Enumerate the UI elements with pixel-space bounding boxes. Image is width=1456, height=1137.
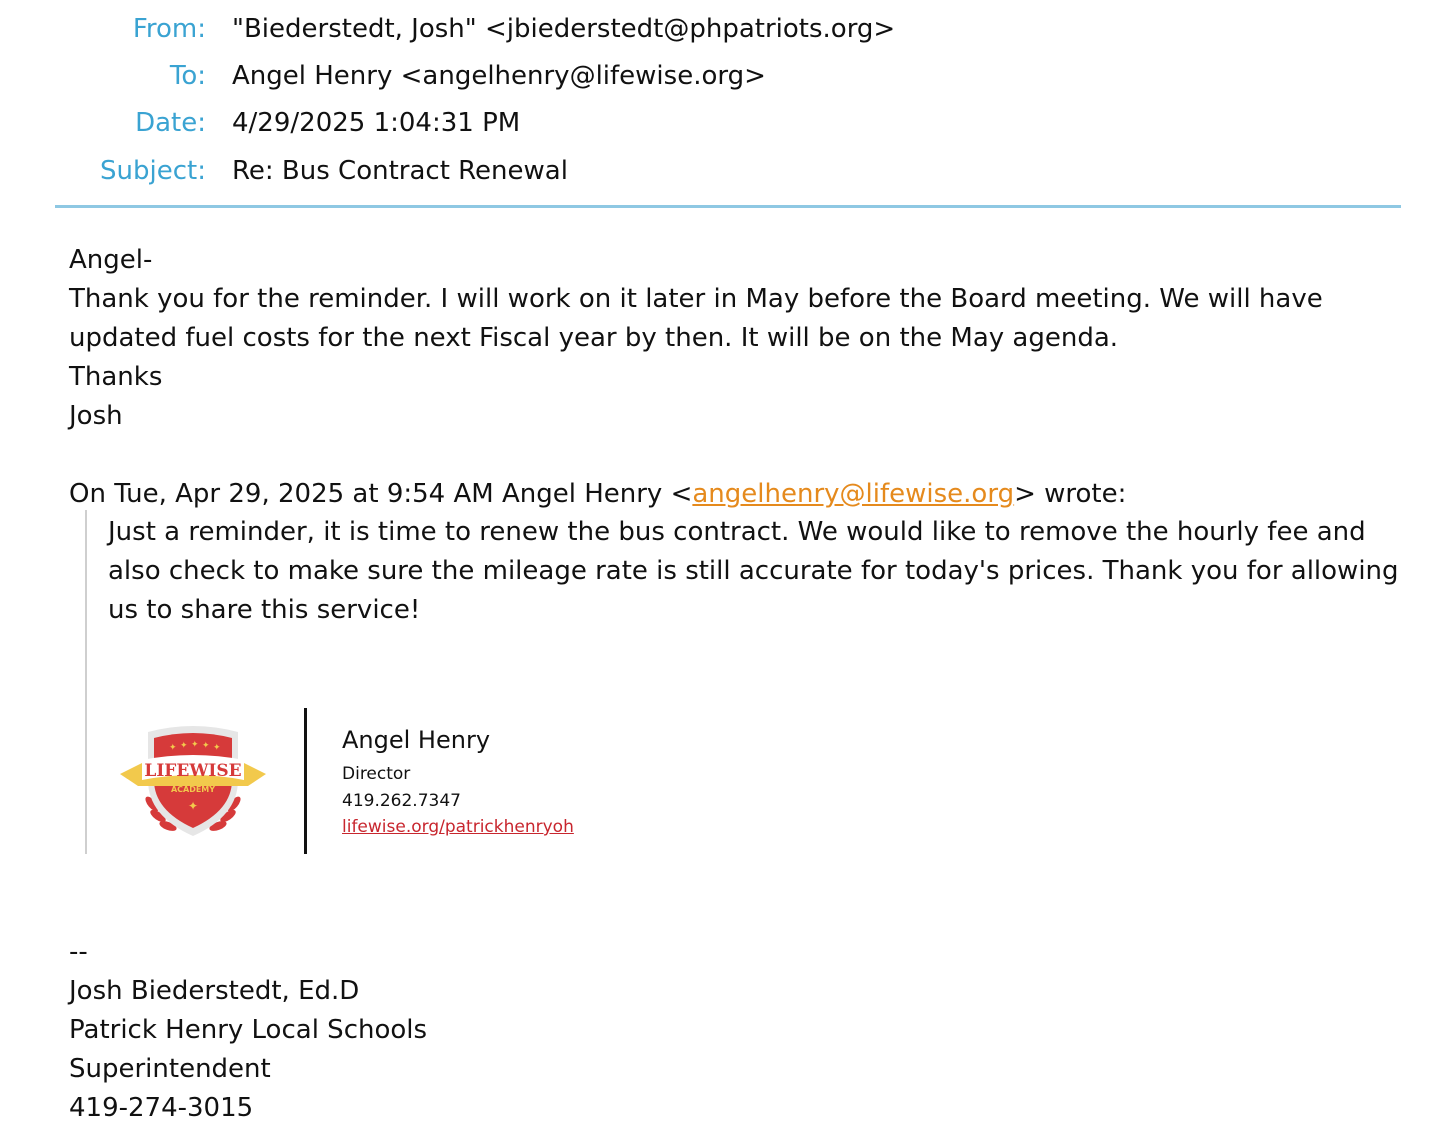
subject-label: Subject: — [100, 156, 206, 186]
from-label: From: — [132, 14, 206, 44]
quote-intro-suffix: > wrote: — [1014, 479, 1127, 509]
header-from-row — [0, 8, 1456, 48]
quoted-line: us to share this service! — [108, 595, 421, 625]
signature-separator: -- — [69, 937, 88, 967]
quote-bar — [85, 510, 87, 854]
to-value: Angel Henry <angelhenry@lifewise.org> — [232, 61, 766, 91]
quote-intro-prefix: On Tue, Apr 29, 2025 at 9:54 AM Angel Henry < — [69, 479, 693, 509]
header-divider — [55, 205, 1401, 208]
signature-divider — [304, 708, 307, 854]
quoted-line: Just a reminder, it is time to renew the bus contract. We would like to remove the hourly fee and — [108, 517, 1366, 547]
quoted-signature-title: Director — [342, 764, 411, 784]
quoted-line: also check to make sure the mileage rate is still accurate for today's prices. Thank you for allowing — [108, 556, 1399, 586]
to-label: To: — [169, 61, 206, 91]
logo-text-top: LIFEWISE — [144, 761, 242, 781]
signature-phone: 419-274-3015 — [69, 1093, 254, 1123]
date-value: 4/29/2025 1:04:31 PM — [232, 108, 521, 138]
lifewise-academy-logo — [118, 720, 268, 844]
sender-first-name: Josh — [69, 401, 123, 431]
date-label: Date: — [135, 108, 206, 138]
svg-text:✦: ✦ — [180, 741, 188, 751]
header-date-row — [0, 102, 1456, 142]
svg-text:✦: ✦ — [169, 743, 177, 753]
quoted-signature-website-link[interactable]: lifewise.org/patrickhenryoh — [342, 817, 574, 837]
header-subject-row — [0, 150, 1456, 190]
body-line: updated fuel costs for the next Fiscal year by then. It will be on the May agenda. — [69, 323, 1119, 353]
svg-text:✦: ✦ — [191, 740, 199, 750]
header-to-row — [0, 55, 1456, 95]
subject-value: Re: Bus Contract Renewal — [232, 156, 568, 186]
quoted-sender-email-link[interactable]: angelhenry@lifewise.org — [692, 479, 1015, 509]
closing-line: Thanks — [69, 362, 163, 392]
quote-intro — [69, 475, 1126, 514]
greeting-line: Angel- — [69, 245, 153, 275]
body-line: Thank you for the reminder. I will work on it later in May before the Board meeting. We will have — [69, 284, 1323, 314]
signature-organization: Patrick Henry Local Schools — [69, 1015, 428, 1045]
quoted-signature-name: Angel Henry — [342, 726, 491, 754]
svg-text:✦: ✦ — [187, 799, 199, 813]
svg-text:✦: ✦ — [202, 741, 210, 751]
from-value: "Biederstedt, Josh" <jbiederstedt@phpatriots.org> — [232, 14, 896, 44]
signature-title: Superintendent — [69, 1054, 271, 1084]
quoted-signature-phone: 419.262.7347 — [342, 791, 461, 811]
logo-text-bottom: ACADEMY — [170, 785, 216, 794]
quoted-message — [108, 513, 1399, 630]
signature-name: Josh Biederstedt, Ed.D — [69, 976, 360, 1006]
svg-text:✦: ✦ — [213, 743, 221, 753]
